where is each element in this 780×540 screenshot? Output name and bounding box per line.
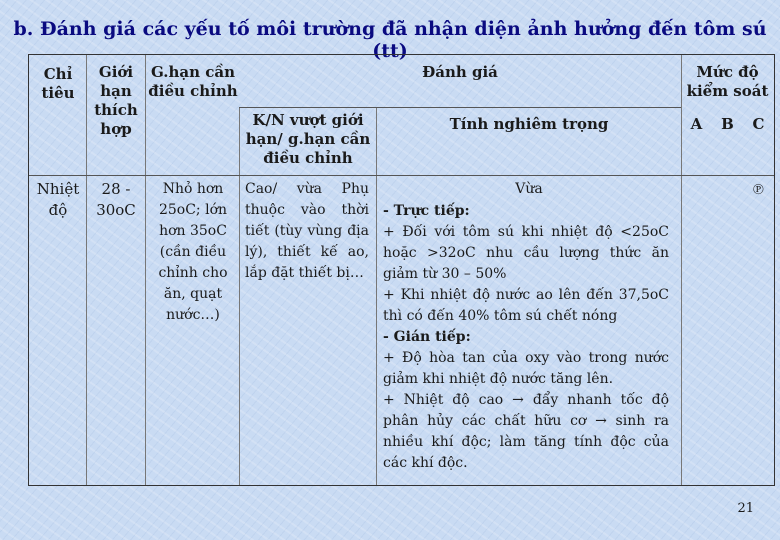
c-mark-icon: ℗ (752, 180, 765, 198)
cell-g-han-can: Nhỏ hơn 25oC; lớn hơn 35oC (cần điều chỉnh cho ăn, quạt nước…) (158, 181, 228, 323)
divider (145, 55, 146, 485)
header-b: B (721, 115, 734, 133)
header-a: A (690, 115, 703, 133)
detail-line: + Nhiệt độ cao → đẩy nhanh tốc độ phân hủy các chất hữu cơ → sinh ra nhiều khí độc; làm tăng tính độc của các khí độc. (383, 392, 669, 471)
cell-kn-vuot: Cao/ vừa Phụ thuộc vào thời tiết (tùy vùng địa lý), thiết kế ao, lắp đặt thiết bị… (245, 181, 369, 281)
page-number: 21 (737, 501, 754, 516)
cell-gioi-han: 28 - 30oC (96, 180, 136, 219)
header-tinh-nghiem-trong: Tính nghiêm trọng (449, 115, 609, 133)
divider (86, 55, 87, 485)
header-chi-tieu: Chỉ tiêu (41, 65, 75, 102)
header-danh-gia: Đánh giá (422, 63, 498, 81)
header-g-han-can: G.hạn cần điều chỉnh (148, 63, 238, 100)
cell-chi-tieu: Nhiệt độ (36, 180, 80, 219)
cell-tnt-detail (383, 201, 669, 474)
divider (376, 107, 377, 485)
header-muc-do: Mức độ kiểm soát (686, 63, 769, 100)
detail-line: - Gián tiếp: (383, 329, 471, 345)
header-kn-vuot: K/N vượt giới hạn/ g.hạn cần điều chỉnh (245, 111, 371, 167)
cell-tnt-level: Vừa (515, 181, 543, 197)
divider (239, 107, 681, 108)
detail-line: + Khi nhiệt độ nước ao lên đến 37,5oC thì có đến 40% tôm sú chết nóng (383, 287, 669, 324)
divider (29, 175, 774, 176)
header-c: C (752, 115, 765, 133)
header-gioi-han: Giới hạn thích hợp (94, 63, 138, 138)
detail-line: - Trực tiếp: (383, 203, 470, 219)
evaluation-table (28, 54, 775, 486)
divider (239, 107, 240, 485)
detail-line: + Độ hòa tan của oxy vào trong nước giảm khi nhiệt độ nước tăng lên. (383, 350, 669, 387)
slide-title: b. Đánh giá các yếu tố môi trường đã nhận diện ảnh hưởng đến tôm sú (tt) (13, 18, 767, 62)
detail-line: + Đối với tôm sú khi nhiệt độ <25oC hoặc >32oC nhu cầu lượng thức ăn giảm từ 30 – 50% (383, 224, 669, 282)
